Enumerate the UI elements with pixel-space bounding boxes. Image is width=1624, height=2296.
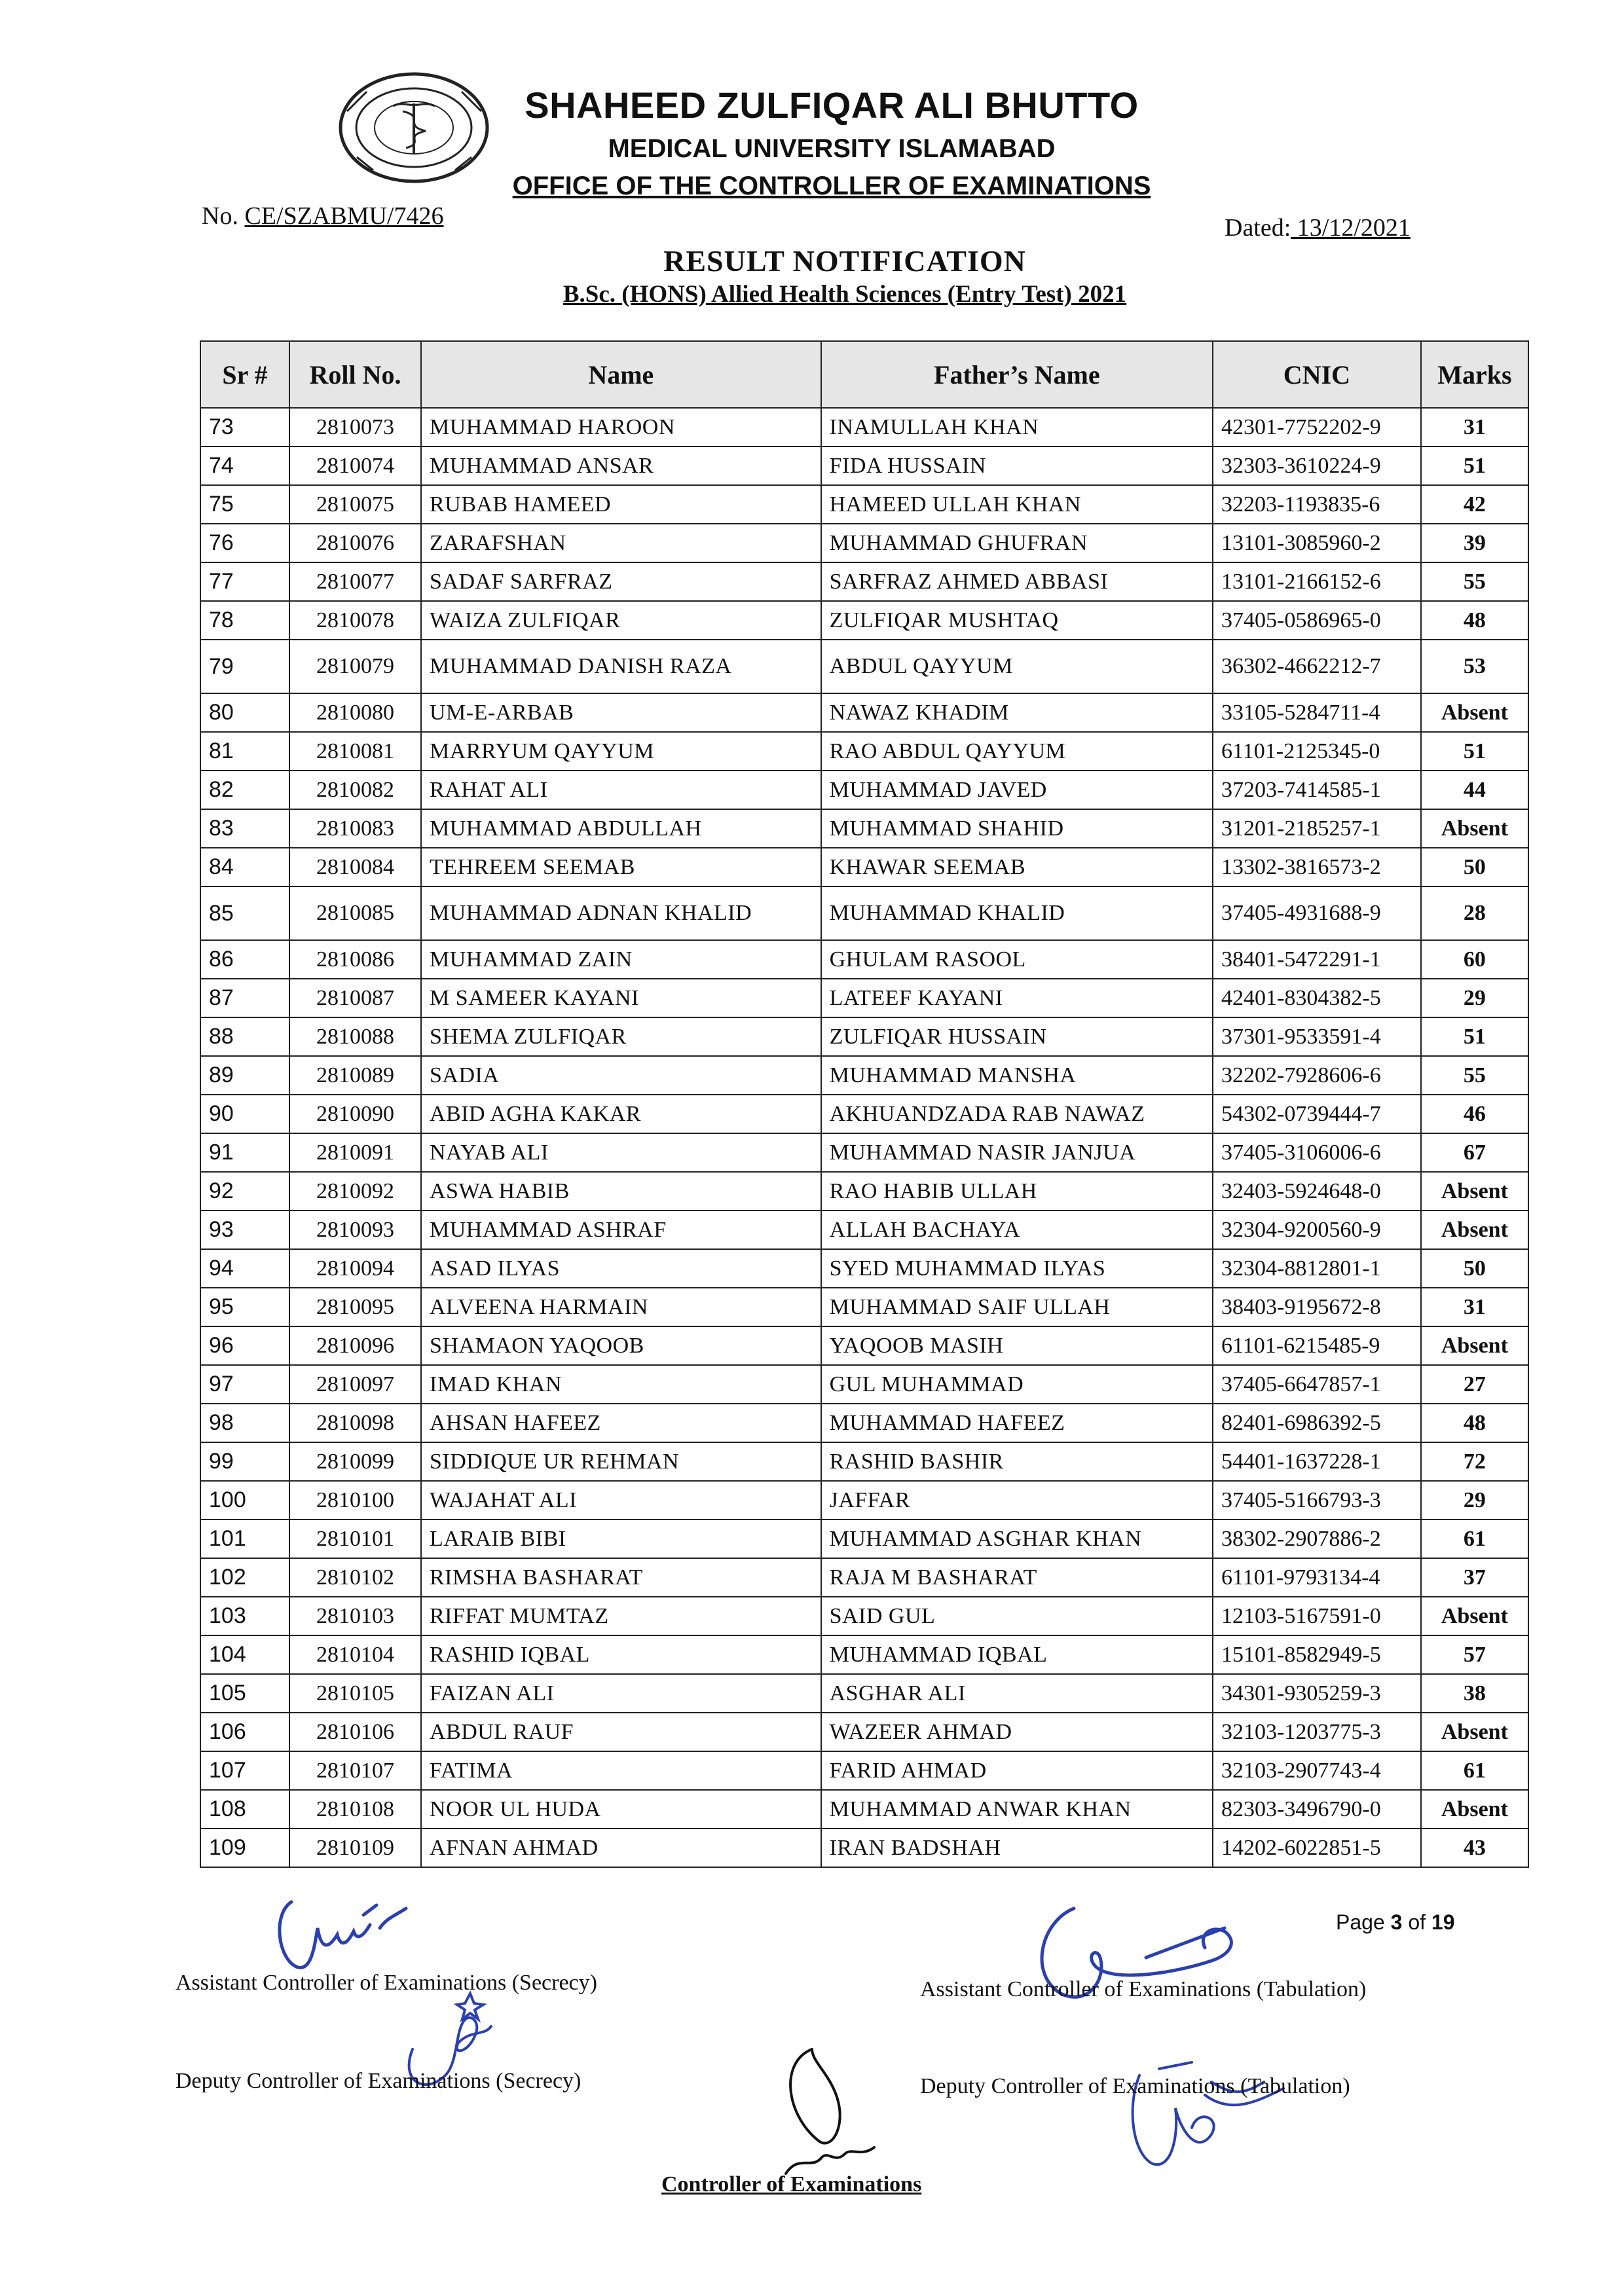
- cell-marks: 48: [1421, 601, 1528, 640]
- cell-sr: 77: [200, 562, 289, 601]
- cell-marks: 51: [1421, 732, 1528, 771]
- cell-father-name: GUL MUHAMMAD: [821, 1365, 1213, 1404]
- cell-roll-no: 2810104: [289, 1635, 421, 1674]
- table-row: [200, 771, 1528, 809]
- cell-cnic: 37405-4931688-9: [1213, 886, 1421, 940]
- cell-roll-no: 2810101: [289, 1520, 421, 1558]
- cell-father-name: IRAN BADSHAH: [821, 1829, 1213, 1867]
- table-row: [200, 1713, 1528, 1751]
- cell-sr: 82: [200, 771, 289, 809]
- cell-cnic: 14202-6022851-5: [1213, 1829, 1421, 1867]
- cell-marks: 53: [1421, 640, 1528, 693]
- cell-father-name: INAMULLAH KHAN: [821, 408, 1213, 446]
- column-header-roll: Roll No.: [289, 341, 421, 408]
- date-line: Dated: 13/12/2021: [1225, 214, 1411, 242]
- table-row: [200, 1674, 1528, 1713]
- cell-sr: 91: [200, 1133, 289, 1172]
- cell-marks: 67: [1421, 1133, 1528, 1172]
- cell-roll-no: 2810102: [289, 1558, 421, 1597]
- cell-sr: 99: [200, 1442, 289, 1481]
- cell-marks: 29: [1421, 979, 1528, 1017]
- cell-father-name: SYED MUHAMMAD ILYAS: [821, 1249, 1213, 1288]
- table-row: [200, 1365, 1528, 1404]
- cell-cnic: 34301-9305259-3: [1213, 1674, 1421, 1713]
- cell-marks: 51: [1421, 1017, 1528, 1056]
- cell-cnic: 54302-0739444-7: [1213, 1095, 1421, 1133]
- cell-sr: 105: [200, 1674, 289, 1713]
- cell-marks: Absent: [1421, 1713, 1528, 1751]
- cell-roll-no: 2810106: [289, 1713, 421, 1751]
- cell-roll-no: 2810089: [289, 1056, 421, 1095]
- cell-sr: 96: [200, 1326, 289, 1365]
- table-row: [200, 1288, 1528, 1326]
- cell-father-name: AKHUANDZADA RAB NAWAZ: [821, 1095, 1213, 1133]
- cell-marks: 50: [1421, 848, 1528, 886]
- cell-marks: 42: [1421, 485, 1528, 524]
- cell-marks: 50: [1421, 1249, 1528, 1288]
- cell-cnic: 32304-8812801-1: [1213, 1249, 1421, 1288]
- cell-name: MUHAMMAD ABDULLAH: [421, 809, 821, 848]
- cell-roll-no: 2810096: [289, 1326, 421, 1365]
- cell-name: SIDDIQUE UR REHMAN: [421, 1442, 821, 1481]
- cell-sr: 84: [200, 848, 289, 886]
- cell-marks: 38: [1421, 1674, 1528, 1713]
- cell-marks: 44: [1421, 771, 1528, 809]
- cell-marks: 37: [1421, 1558, 1528, 1597]
- cell-marks: 55: [1421, 1056, 1528, 1095]
- cell-marks: Absent: [1421, 1790, 1528, 1829]
- cell-sr: 95: [200, 1288, 289, 1326]
- cell-name: RUBAB HAMEED: [421, 485, 821, 524]
- signature-label-asst-secrecy: Assistant Controller of Examinations (Secrecy): [175, 1971, 597, 1995]
- cell-marks: Absent: [1421, 693, 1528, 732]
- cell-marks: Absent: [1421, 1172, 1528, 1211]
- cell-marks: Absent: [1421, 809, 1528, 848]
- cell-marks: Absent: [1421, 1211, 1528, 1249]
- cell-father-name: KHAWAR SEEMAB: [821, 848, 1213, 886]
- cell-sr: 74: [200, 446, 289, 485]
- cell-marks: 29: [1421, 1481, 1528, 1520]
- cell-roll-no: 2810091: [289, 1133, 421, 1172]
- table-row: [200, 1751, 1528, 1790]
- cell-name: RASHID IQBAL: [421, 1635, 821, 1674]
- cell-cnic: 82401-6986392-5: [1213, 1404, 1421, 1442]
- cell-cnic: 37405-5166793-3: [1213, 1481, 1421, 1520]
- cell-cnic: 61101-6215485-9: [1213, 1326, 1421, 1365]
- table-row: [200, 1558, 1528, 1597]
- cell-marks: 61: [1421, 1520, 1528, 1558]
- cell-sr: 86: [200, 940, 289, 979]
- cell-sr: 87: [200, 979, 289, 1017]
- cell-sr: 79: [200, 640, 289, 693]
- cell-cnic: 32403-5924648-0: [1213, 1172, 1421, 1211]
- cell-roll-no: 2810084: [289, 848, 421, 886]
- cell-cnic: 37405-6647857-1: [1213, 1365, 1421, 1404]
- cell-father-name: JAFFAR: [821, 1481, 1213, 1520]
- cell-roll-no: 2810109: [289, 1829, 421, 1867]
- cell-roll-no: 2810095: [289, 1288, 421, 1326]
- cell-roll-no: 2810092: [289, 1172, 421, 1211]
- cell-father-name: MUHAMMAD SAIF ULLAH: [821, 1288, 1213, 1326]
- table-row: [200, 1597, 1528, 1635]
- cell-sr: 80: [200, 693, 289, 732]
- cell-roll-no: 2810083: [289, 809, 421, 848]
- cell-sr: 109: [200, 1829, 289, 1867]
- table-row: [200, 848, 1528, 886]
- cell-cnic: 31201-2185257-1: [1213, 809, 1421, 848]
- cell-name: MUHAMMAD ADNAN KHALID: [421, 886, 821, 940]
- cell-cnic: 32103-1203775-3: [1213, 1713, 1421, 1751]
- signature-label-deputy-secrecy: Deputy Controller of Examinations (Secrecy): [175, 2069, 581, 2093]
- cell-name: SADAF SARFRAZ: [421, 562, 821, 601]
- cell-father-name: MUHAMMAD IQBAL: [821, 1635, 1213, 1674]
- university-name-line1: SHAHEED ZULFIQAR ALI BHUTTO: [525, 84, 1139, 126]
- cell-name: TEHREEM SEEMAB: [421, 848, 821, 886]
- cell-cnic: 32103-2907743-4: [1213, 1751, 1421, 1790]
- cell-marks: 60: [1421, 940, 1528, 979]
- cell-cnic: 32202-7928606-6: [1213, 1056, 1421, 1095]
- cell-roll-no: 2810108: [289, 1790, 421, 1829]
- cell-name: MUHAMMAD ANSAR: [421, 446, 821, 485]
- cell-sr: 106: [200, 1713, 289, 1751]
- cell-name: WAIZA ZULFIQAR: [421, 601, 821, 640]
- cell-roll-no: 2810098: [289, 1404, 421, 1442]
- cell-name: WAJAHAT ALI: [421, 1481, 821, 1520]
- university-seal: [321, 65, 507, 190]
- cell-cnic: 15101-8582949-5: [1213, 1635, 1421, 1674]
- table-row: [200, 1095, 1528, 1133]
- table-header-row: [200, 341, 1528, 408]
- cell-marks: 61: [1421, 1751, 1528, 1790]
- table-row: [200, 1635, 1528, 1674]
- cell-sr: 103: [200, 1597, 289, 1635]
- column-header-sr: Sr #: [200, 341, 289, 408]
- cell-name: RIFFAT MUMTAZ: [421, 1597, 821, 1635]
- cell-roll-no: 2810099: [289, 1442, 421, 1481]
- cell-name: RIMSHA BASHARAT: [421, 1558, 821, 1597]
- cell-cnic: 38401-5472291-1: [1213, 940, 1421, 979]
- cell-marks: 28: [1421, 886, 1528, 940]
- cell-father-name: RAO HABIB ULLAH: [821, 1172, 1213, 1211]
- cell-name: AHSAN HAFEEZ: [421, 1404, 821, 1442]
- table-row: [200, 1133, 1528, 1172]
- cell-father-name: MUHAMMAD ANWAR KHAN: [821, 1790, 1213, 1829]
- cell-father-name: RAJA M BASHARAT: [821, 1558, 1213, 1597]
- table-row: [200, 809, 1528, 848]
- signature-deputy-tabulation: [1100, 2056, 1297, 2174]
- column-header-name: Name: [421, 341, 821, 408]
- cell-name: ALVEENA HARMAIN: [421, 1288, 821, 1326]
- cell-cnic: 33105-5284711-4: [1213, 693, 1421, 732]
- cell-sr: 100: [200, 1481, 289, 1520]
- cell-name: SHAMAON YAQOOB: [421, 1326, 821, 1365]
- table-row: [200, 446, 1528, 485]
- table-row: [200, 940, 1528, 979]
- cell-roll-no: 2810107: [289, 1751, 421, 1790]
- cell-cnic: 37405-3106006-6: [1213, 1133, 1421, 1172]
- cell-father-name: GHULAM RASOOL: [821, 940, 1213, 979]
- signature-label-deputy-tabulation: Deputy Controller of Examinations (Tabulation): [920, 2074, 1350, 2098]
- cell-cnic: 61101-2125345-0: [1213, 732, 1421, 771]
- cell-name: ABID AGHA KAKAR: [421, 1095, 821, 1133]
- cell-father-name: ABDUL QAYYUM: [821, 640, 1213, 693]
- cell-marks: 46: [1421, 1095, 1528, 1133]
- cell-father-name: SARFRAZ AHMED ABBASI: [821, 562, 1213, 601]
- cell-father-name: NAWAZ KHADIM: [821, 693, 1213, 732]
- table-row: [200, 524, 1528, 562]
- cell-father-name: YAQOOB MASIH: [821, 1326, 1213, 1365]
- cell-name: M SAMEER KAYANI: [421, 979, 821, 1017]
- cell-name: ASWA HABIB: [421, 1172, 821, 1211]
- column-header-father: Father’s Name: [821, 341, 1213, 408]
- cell-sr: 73: [200, 408, 289, 446]
- cell-marks: 72: [1421, 1442, 1528, 1481]
- table-row: [200, 1211, 1528, 1249]
- table-row: [200, 732, 1528, 771]
- cell-roll-no: 2810074: [289, 446, 421, 485]
- cell-sr: 94: [200, 1249, 289, 1288]
- cell-marks: 31: [1421, 1288, 1528, 1326]
- cell-cnic: 37203-7414585-1: [1213, 771, 1421, 809]
- cell-marks: 43: [1421, 1829, 1528, 1867]
- table-row: [200, 1520, 1528, 1558]
- cell-cnic: 32203-1193835-6: [1213, 485, 1421, 524]
- cell-father-name: MUHAMMAD KHALID: [821, 886, 1213, 940]
- cell-roll-no: 2810075: [289, 485, 421, 524]
- table-row: [200, 1056, 1528, 1095]
- cell-roll-no: 2810078: [289, 601, 421, 640]
- cell-cnic: 36302-4662212-7: [1213, 640, 1421, 693]
- table-row: [200, 562, 1528, 601]
- cell-marks: Absent: [1421, 1326, 1528, 1365]
- cell-roll-no: 2810093: [289, 1211, 421, 1249]
- cell-name: AFNAN AHMAD: [421, 1829, 821, 1867]
- cell-name: MUHAMMAD HAROON: [421, 408, 821, 446]
- cell-roll-no: 2810073: [289, 408, 421, 446]
- table-row: [200, 1481, 1528, 1520]
- table-row: [200, 1172, 1528, 1211]
- cell-father-name: ALLAH BACHAYA: [821, 1211, 1213, 1249]
- table-row: [200, 1249, 1528, 1288]
- cell-name: FATIMA: [421, 1751, 821, 1790]
- cell-marks: Absent: [1421, 1597, 1528, 1635]
- cell-sr: 75: [200, 485, 289, 524]
- table-row: [200, 408, 1528, 446]
- cell-sr: 108: [200, 1790, 289, 1829]
- office-title: OFFICE OF THE CONTROLLER OF EXAMINATIONS: [512, 172, 1151, 200]
- cell-marks: 57: [1421, 1635, 1528, 1674]
- cell-name: ZARAFSHAN: [421, 524, 821, 562]
- cell-marks: 55: [1421, 562, 1528, 601]
- signature-asst-secrecy: [265, 1889, 416, 1980]
- table-row: [200, 979, 1528, 1017]
- table-row: [200, 640, 1528, 693]
- cell-name: ABDUL RAUF: [421, 1713, 821, 1751]
- cell-father-name: MUHAMMAD GHUFRAN: [821, 524, 1213, 562]
- cell-cnic: 42401-8304382-5: [1213, 979, 1421, 1017]
- cell-sr: 101: [200, 1520, 289, 1558]
- signature-label-controller: Controller of Examinations: [661, 2172, 922, 2196]
- signature-controller: [760, 2043, 884, 2187]
- cell-father-name: MUHAMMAD JAVED: [821, 771, 1213, 809]
- cell-name: SADIA: [421, 1056, 821, 1095]
- cell-father-name: RAO ABDUL QAYYUM: [821, 732, 1213, 771]
- cell-name: LARAIB BIBI: [421, 1520, 821, 1558]
- cell-roll-no: 2810086: [289, 940, 421, 979]
- cell-cnic: 38403-9195672-8: [1213, 1288, 1421, 1326]
- cell-cnic: 32304-9200560-9: [1213, 1211, 1421, 1249]
- cell-cnic: 13101-3085960-2: [1213, 524, 1421, 562]
- cell-father-name: MUHAMMAD NASIR JANJUA: [821, 1133, 1213, 1172]
- cell-cnic: 37301-9533591-4: [1213, 1017, 1421, 1056]
- cell-roll-no: 2810085: [289, 886, 421, 940]
- cell-roll-no: 2810079: [289, 640, 421, 693]
- cell-name: MUHAMMAD ASHRAF: [421, 1211, 821, 1249]
- cell-father-name: FARID AHMAD: [821, 1751, 1213, 1790]
- cell-cnic: 13101-2166152-6: [1213, 562, 1421, 601]
- cell-father-name: MUHAMMAD HAFEEZ: [821, 1404, 1213, 1442]
- cell-name: FAIZAN ALI: [421, 1674, 821, 1713]
- cell-marks: 31: [1421, 408, 1528, 446]
- cell-roll-no: 2810081: [289, 732, 421, 771]
- cell-father-name: SAID GUL: [821, 1597, 1213, 1635]
- cell-father-name: MUHAMMAD ASGHAR KHAN: [821, 1520, 1213, 1558]
- cell-sr: 76: [200, 524, 289, 562]
- cell-sr: 93: [200, 1211, 289, 1249]
- cell-sr: 98: [200, 1404, 289, 1442]
- cell-roll-no: 2810094: [289, 1249, 421, 1288]
- cell-cnic: 82303-3496790-0: [1213, 1790, 1421, 1829]
- cell-father-name: FIDA HUSSAIN: [821, 446, 1213, 485]
- cell-marks: 48: [1421, 1404, 1528, 1442]
- cell-name: MUHAMMAD ZAIN: [421, 940, 821, 979]
- cell-cnic: 13302-3816573-2: [1213, 848, 1421, 886]
- cell-cnic: 12103-5167591-0: [1213, 1597, 1421, 1635]
- cell-father-name: MUHAMMAD SHAHID: [821, 809, 1213, 848]
- column-header-cnic: CNIC: [1213, 341, 1421, 408]
- cell-roll-no: 2810105: [289, 1674, 421, 1713]
- table-row: [200, 1017, 1528, 1056]
- table-row: [200, 1326, 1528, 1365]
- table-row: [200, 1829, 1528, 1867]
- cell-name: UM-E-ARBAB: [421, 693, 821, 732]
- cell-roll-no: 2810077: [289, 562, 421, 601]
- cell-sr: 81: [200, 732, 289, 771]
- cell-sr: 88: [200, 1017, 289, 1056]
- cell-cnic: 32303-3610224-9: [1213, 446, 1421, 485]
- cell-roll-no: 2810088: [289, 1017, 421, 1056]
- notification-title: RESULT NOTIFICATION: [663, 244, 1026, 278]
- cell-marks: 27: [1421, 1365, 1528, 1404]
- cell-name: SHEMA ZULFIQAR: [421, 1017, 821, 1056]
- cell-father-name: RASHID BASHIR: [821, 1442, 1213, 1481]
- cell-name: IMAD KHAN: [421, 1365, 821, 1404]
- table-row: [200, 601, 1528, 640]
- table-row: [200, 1442, 1528, 1481]
- cell-cnic: 42301-7752202-9: [1213, 408, 1421, 446]
- cell-cnic: 38302-2907886-2: [1213, 1520, 1421, 1558]
- cell-father-name: LATEEF KAYANI: [821, 979, 1213, 1017]
- cell-name: MARRYUM QAYYUM: [421, 732, 821, 771]
- cell-roll-no: 2810080: [289, 693, 421, 732]
- table-row: [200, 485, 1528, 524]
- notification-subtitle: B.Sc. (HONS) Allied Health Sciences (Entry Test) 2021: [563, 281, 1127, 308]
- cell-sr: 83: [200, 809, 289, 848]
- cell-roll-no: 2810087: [289, 979, 421, 1017]
- cell-marks: 51: [1421, 446, 1528, 485]
- cell-father-name: ASGHAR ALI: [821, 1674, 1213, 1713]
- cell-roll-no: 2810097: [289, 1365, 421, 1404]
- cell-sr: 92: [200, 1172, 289, 1211]
- table-row: [200, 693, 1528, 732]
- cell-sr: 89: [200, 1056, 289, 1095]
- results-table: [200, 340, 1529, 1868]
- cell-marks: 39: [1421, 524, 1528, 562]
- cell-roll-no: 2810090: [289, 1095, 421, 1133]
- cell-cnic: 61101-9793134-4: [1213, 1558, 1421, 1597]
- cell-sr: 90: [200, 1095, 289, 1133]
- cell-father-name: WAZEER AHMAD: [821, 1713, 1213, 1751]
- cell-roll-no: 2810100: [289, 1481, 421, 1520]
- reference-number: No. CE/SZABMU/7426: [202, 202, 444, 230]
- cell-father-name: HAMEED ULLAH KHAN: [821, 485, 1213, 524]
- cell-sr: 78: [200, 601, 289, 640]
- cell-sr: 104: [200, 1635, 289, 1674]
- cell-sr: 107: [200, 1751, 289, 1790]
- cell-name: ASAD ILYAS: [421, 1249, 821, 1288]
- table-row: [200, 1790, 1528, 1829]
- table-row: [200, 886, 1528, 940]
- cell-cnic: 37405-0586965-0: [1213, 601, 1421, 640]
- column-header-marks: Marks: [1421, 341, 1528, 408]
- cell-roll-no: 2810103: [289, 1597, 421, 1635]
- page-number: Page 3 of 19: [1336, 1910, 1455, 1934]
- cell-cnic: 54401-1637228-1: [1213, 1442, 1421, 1481]
- cell-father-name: MUHAMMAD MANSHA: [821, 1056, 1213, 1095]
- cell-name: MUHAMMAD DANISH RAZA: [421, 640, 821, 693]
- cell-name: RAHAT ALI: [421, 771, 821, 809]
- cell-sr: 102: [200, 1558, 289, 1597]
- university-name-line2: MEDICAL UNIVERSITY ISLAMABAD: [608, 134, 1056, 163]
- cell-roll-no: 2810076: [289, 524, 421, 562]
- signature-label-asst-tabulation: Assistant Controller of Examinations (Tabulation): [920, 1977, 1367, 2001]
- cell-name: NOOR UL HUDA: [421, 1790, 821, 1829]
- table-row: [200, 1404, 1528, 1442]
- cell-sr: 97: [200, 1365, 289, 1404]
- cell-roll-no: 2810082: [289, 771, 421, 809]
- cell-father-name: ZULFIQAR MUSHTAQ: [821, 601, 1213, 640]
- cell-father-name: ZULFIQAR HUSSAIN: [821, 1017, 1213, 1056]
- cell-name: NAYAB ALI: [421, 1133, 821, 1172]
- cell-sr: 85: [200, 886, 289, 940]
